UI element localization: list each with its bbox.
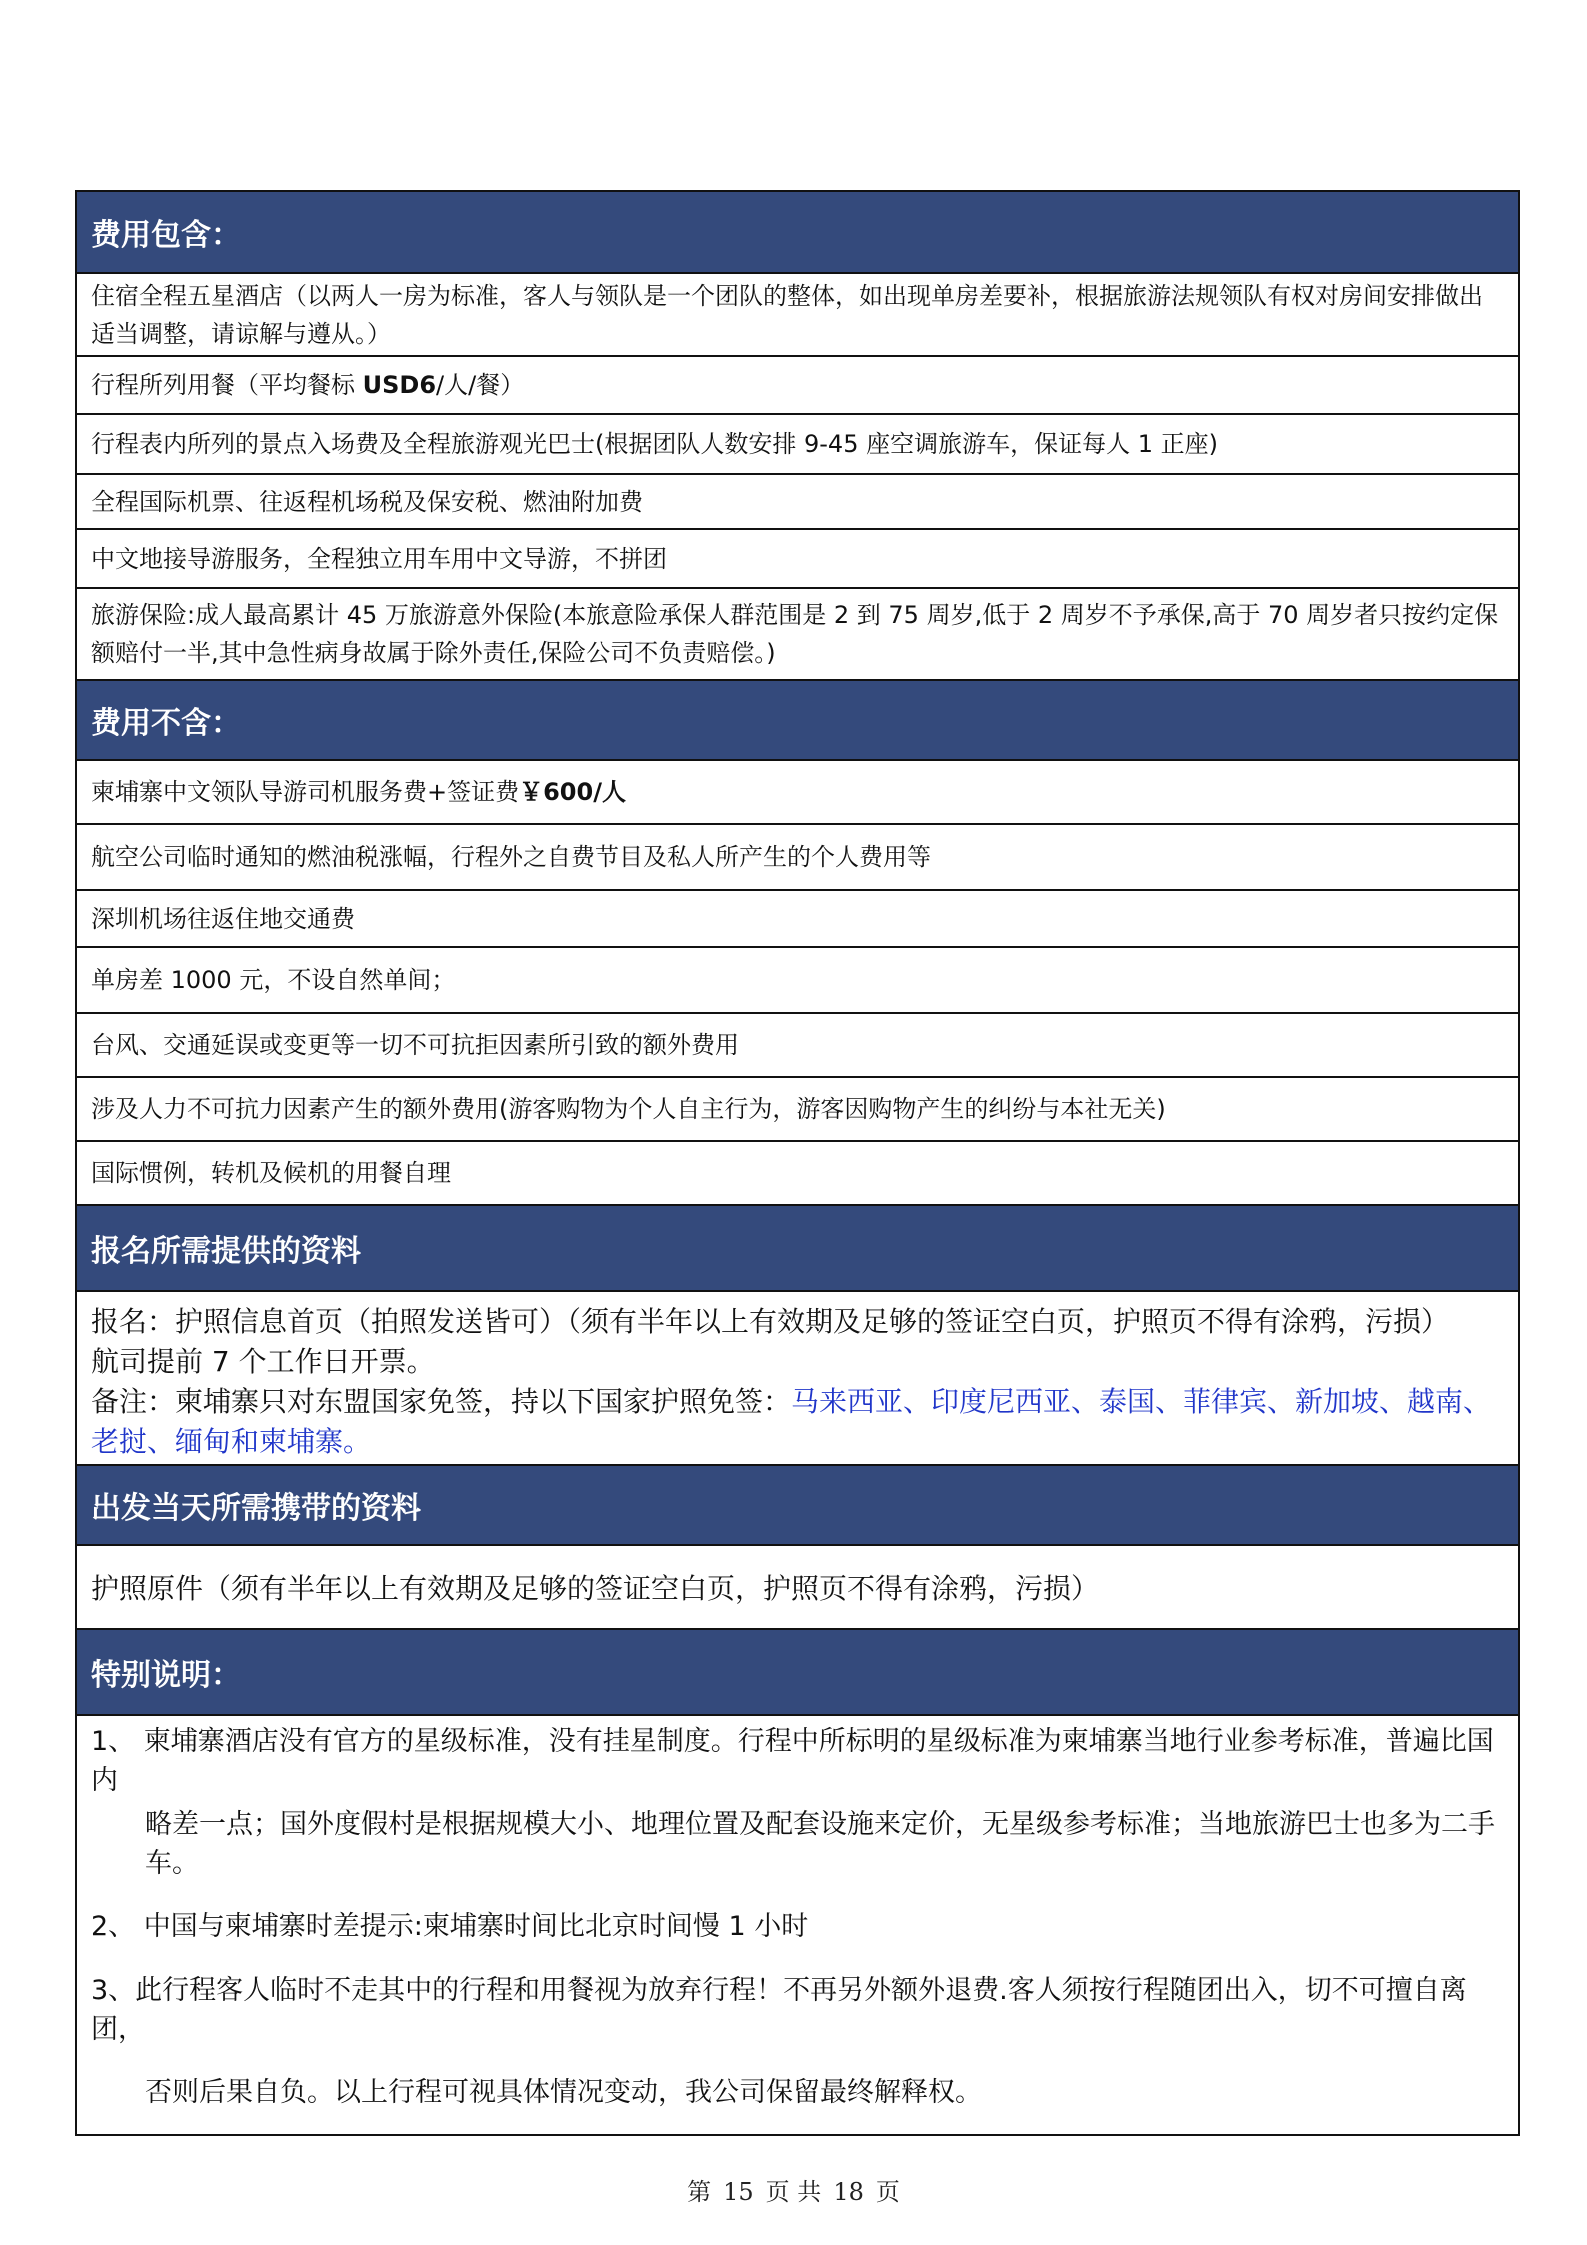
signup-title: 报名所需提供的资料 (91, 1234, 361, 1269)
excluded-title: 费用不含： (91, 706, 241, 741)
included-item-meal: 行程所列用餐（平均餐标 USD6/人/餐） (77, 355, 1518, 413)
signup-header (77, 1204, 1518, 1290)
included-item: 中文地接导游服务，全程独立用车用中文导游，不拼团 (77, 528, 1518, 587)
departure-title: 出发当天所需携带的资料 (91, 1491, 421, 1526)
included-header (77, 192, 1518, 272)
signup-requirements (77, 1290, 1518, 1464)
special-note-line: 略差一点；国外度假村是根据规模大小、地理位置及配套设施来定价，无星级参考标准；当地旅游巴士也多为二手车。 (145, 1808, 1495, 1879)
special-note-line: 1、 柬埔寨酒店没有官方的星级标准，没有挂星制度。行程中所标明的星级标准为柬埔寨当地行业参考标准，普遍比国内 (91, 1725, 1494, 1796)
departure-requirements: 护照原件（须有半年以上有效期及足够的签证空白页，护照页不得有涂鸦，污损） (77, 1544, 1518, 1628)
total-page-number: 18 (833, 2178, 864, 2206)
excluded-item: 单房差 1000 元，不设自然单间； (77, 946, 1518, 1012)
excluded-item: 涉及人力不可抗力因素产生的额外费用(游客购物为个人自主行为，游客因购物产生的纠纷与本社无关) (77, 1076, 1518, 1140)
special-notes (77, 1714, 1518, 2134)
excluded-header (77, 679, 1518, 759)
included-item: 全程国际机票、往返程机场税及保安税、燃油附加费 (77, 473, 1518, 528)
special-note-line: 否则后果自负。以上行程可视具体情况变动，我公司保留最终解释权。 (145, 2077, 982, 2108)
excluded-item-fee: 柬埔寨中文领队导游司机服务费+签证费￥600/人 (77, 759, 1518, 823)
departure-header (77, 1464, 1518, 1544)
excluded-item: 深圳机场往返住地交通费 (77, 889, 1518, 946)
included-item: 住宿全程五星酒店（以两人一房为标准，客人与领队是一个团队的整体，如出现单房差要补，根据旅游法规领队有权对房间安排做出适当调整，请谅解与遵从。） (77, 272, 1518, 355)
excluded-item: 台风、交通延误或变更等一切不可抗拒因素所引致的额外费用 (77, 1012, 1518, 1076)
special-note-line: 3、此行程客人临时不走其中的行程和用餐视为放弃行程！不再另外额外退费.客人须按行程随团出入，切不可擅自离团， (91, 1974, 1467, 2045)
page-footer: 第 15 页 共 18 页 (687, 2178, 900, 2206)
signup-passport-line: 报名：护照信息首页（拍照发送皆可）（须有半年以上有效期及足够的签证空白页，护照页不得有涂鸦，污损） (91, 1305, 1450, 1338)
special-note-line: 2、 中国与柬埔寨时差提示:柬埔寨时间比北京时间慢 1 小时 (91, 1911, 809, 1942)
visa-free-countries: 马来西亚、印度尼西亚、泰国、菲律宾、新加坡、越南、老挝、缅甸和柬埔寨。 (91, 1385, 1492, 1458)
included-item: 行程表内所列的景点入场费及全程旅游观光巴士(根据团队人数安排 9-45 座空调旅游车，保证每人 1 正座) (77, 413, 1518, 473)
excluded-item: 国际惯例，转机及候机的用餐自理 (77, 1140, 1518, 1204)
excluded-item: 航空公司临时通知的燃油税涨幅，行程外之自费节目及私人所产生的个人费用等 (77, 823, 1518, 889)
itinerary-fee-table (75, 190, 1520, 2136)
special-title: 特别说明： (91, 1658, 241, 1693)
special-header (77, 1628, 1518, 1714)
signup-visa-note: 备注：柬埔寨只对东盟国家免签，持以下国家护照免签：马来西亚、印度尼西亚、泰国、菲律宾、新加坡、越南、老挝、缅甸和柬埔寨。 (91, 1385, 1492, 1458)
signup-ticket-line: 航司提前 7 个工作日开票。 (91, 1345, 435, 1378)
current-page-number: 15 (723, 2178, 754, 2206)
included-title: 费用包含： (91, 218, 241, 253)
included-item: 旅游保险:成人最高累计 45 万旅游意外保险(本旅意险承保人群范围是 2 到 75 周岁,低于 2 周岁不予承保,高于 70 周岁者只按约定保额赔付一半,其中急性病身故属于除外责任,保险公司不负责赔偿。) (77, 587, 1518, 679)
